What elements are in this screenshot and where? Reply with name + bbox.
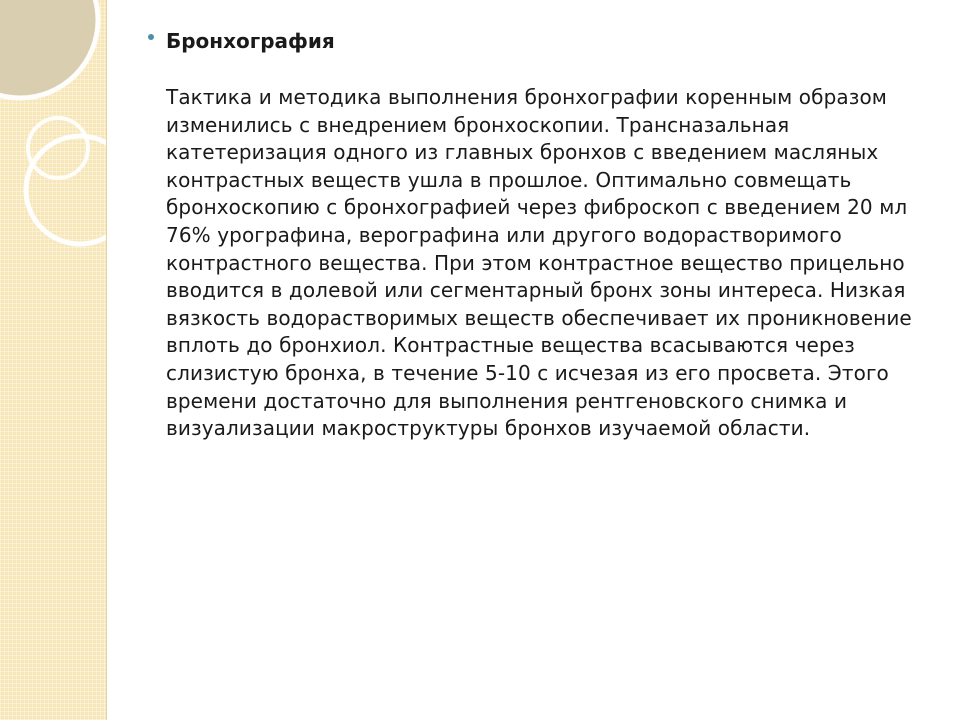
decorative-circles [0,0,106,720]
slide-heading: Бронхография [166,29,335,53]
bullet-item [148,26,918,443]
slide-paragraph: Тактика и методика выполнения бронхографии коренным образом изменились с внедрением бронхоскопии. Трансназальная катетеризация одного из главных бронхов с введением масляных контрастных веществ ушла в прошлое. Оптимально совмещать бронхоскопию с бронхографией через фиброскоп с введением 20 мл 76% урографина, верографина или другого водорастворимого контрастного вещества. При этом контрастное вещество прицельно вводится в долевой или сегментарный бронх зоны интереса. Низкая вязкость водорастворимых веществ обеспечивает их проникновение вплоть до бронхиол. Контрастные вещества всасываются через слизистую бронха, в течение 5-10 с исчезая из его просвета. Этого времени достаточно для выполнения рентгеновского снимка и визуализации макроструктуры бронхов изучаемой области. [166,85,912,441]
slide-content [148,26,918,443]
bullet-icon [148,34,154,40]
decorative-side-panel [0,0,107,720]
